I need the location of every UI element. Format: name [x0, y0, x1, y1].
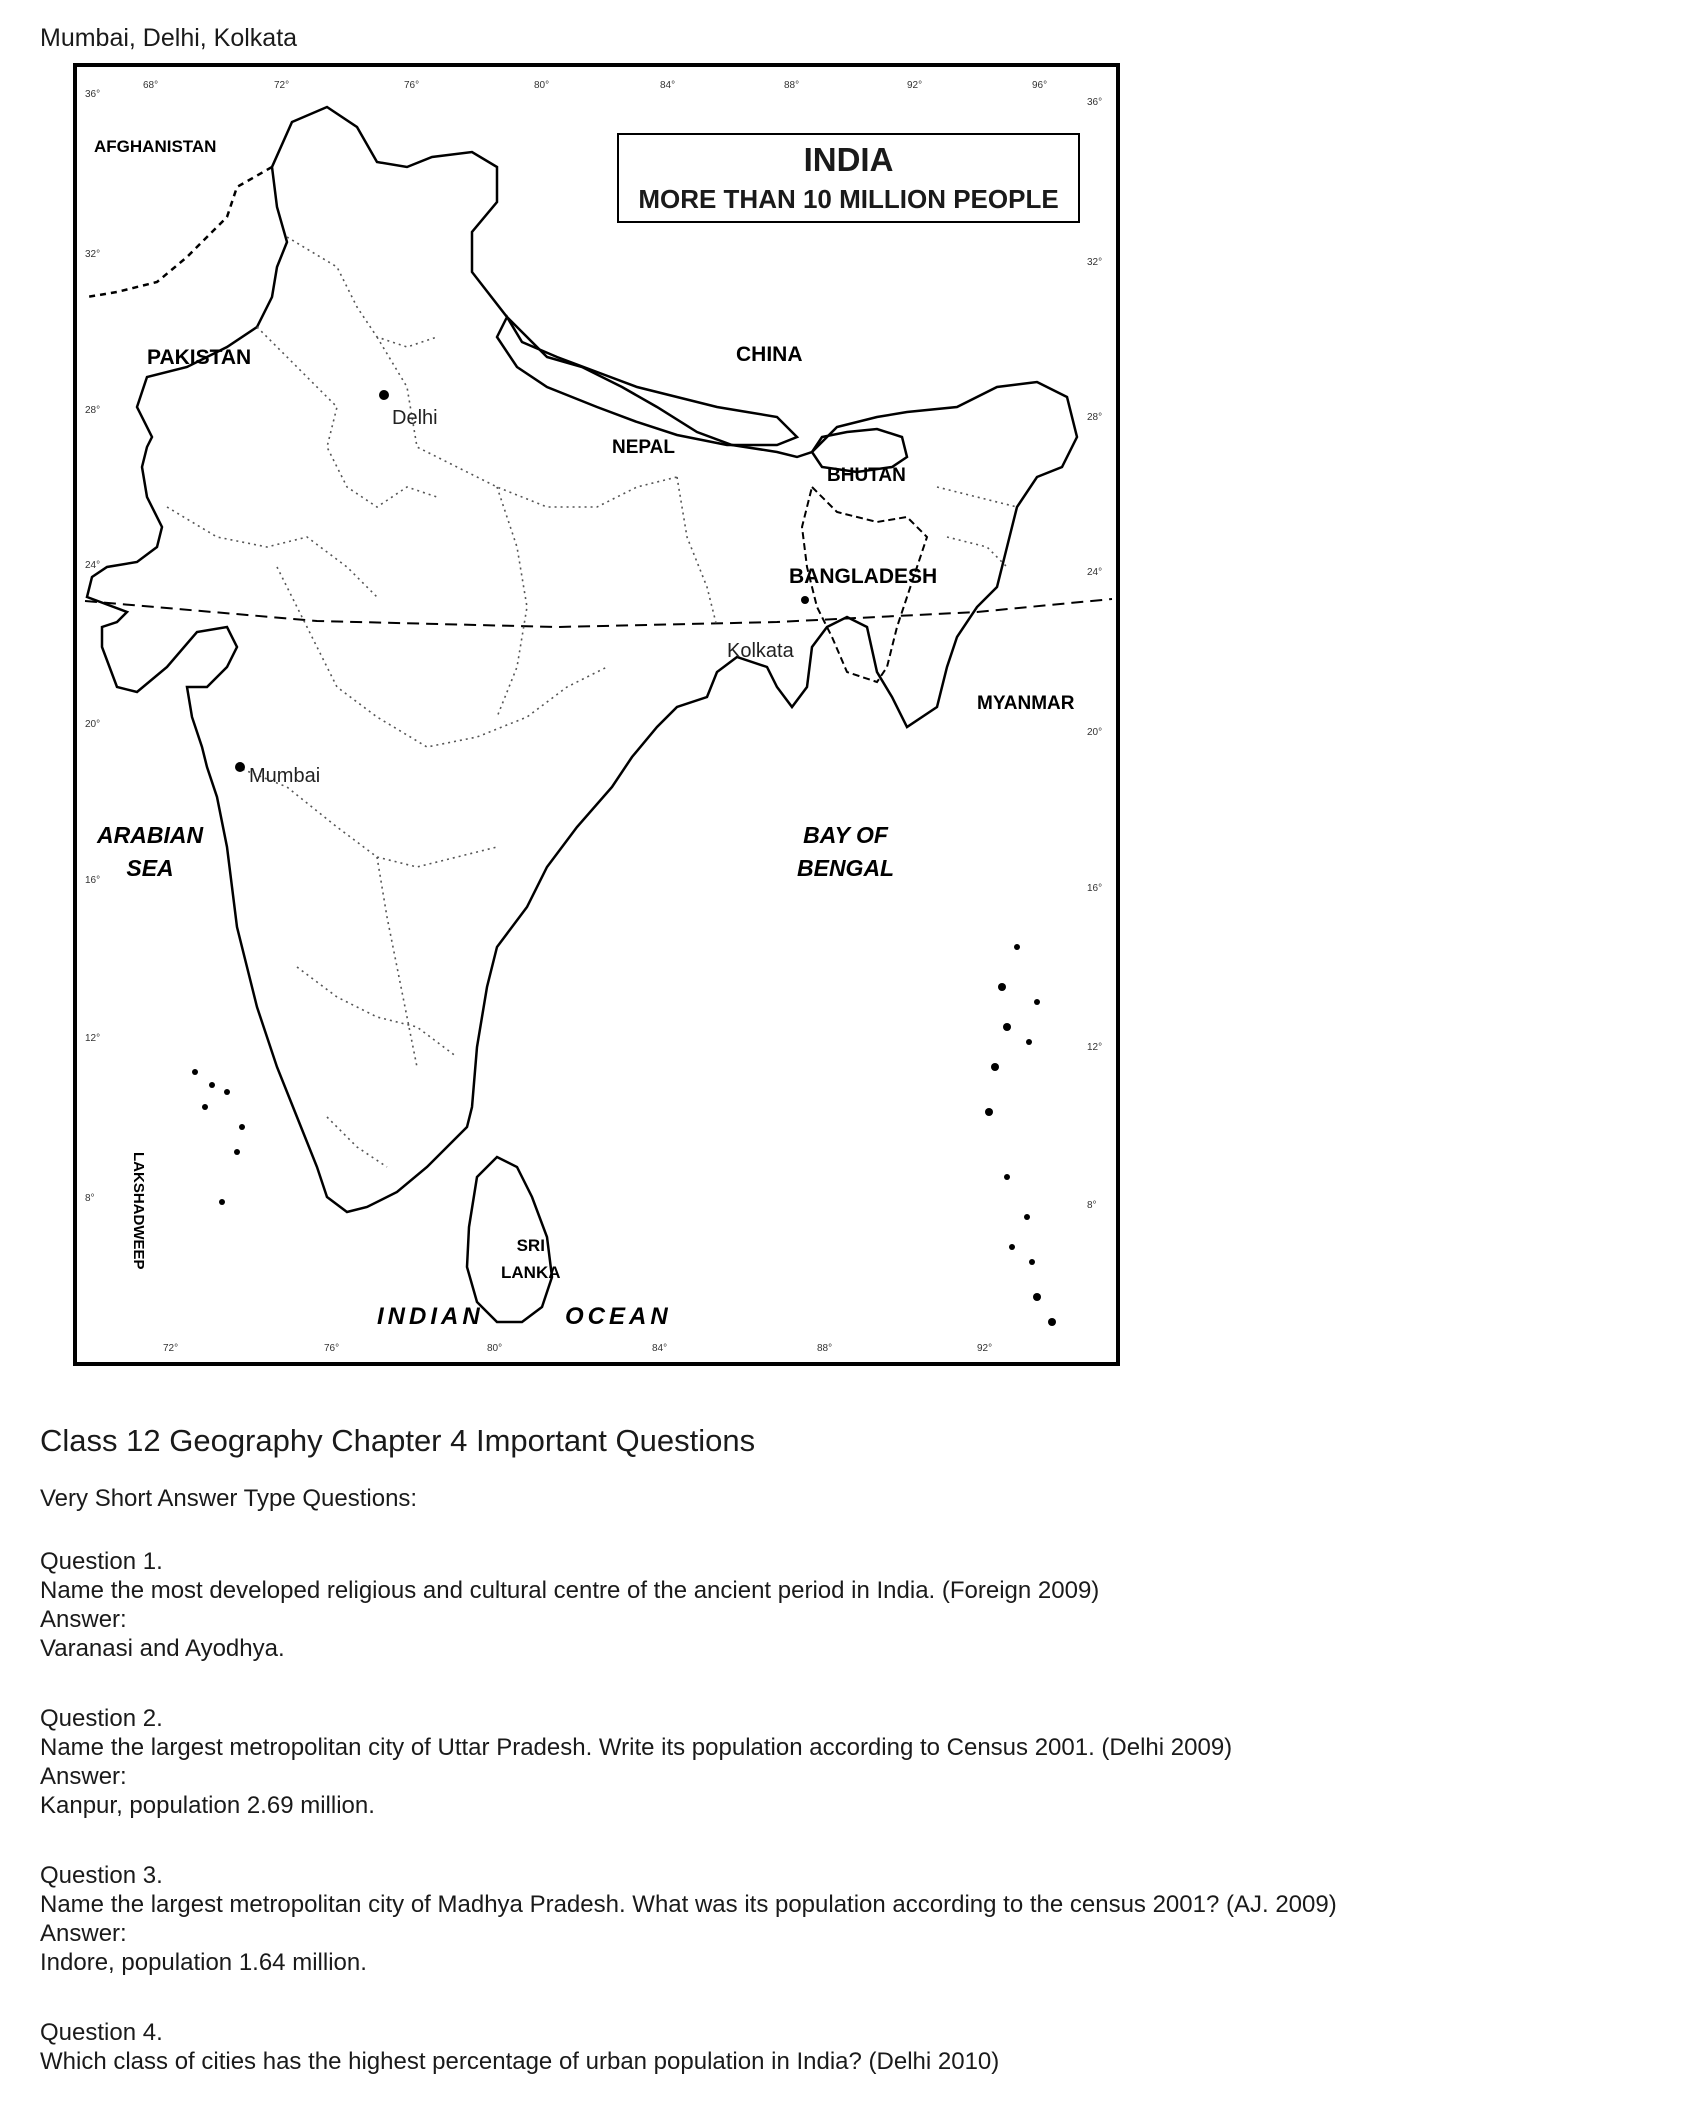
tick-top-4: 84° [660, 80, 676, 91]
question-block-1 [40, 1547, 1660, 1663]
answer-text: Varanasi and Ayodhya. [40, 1635, 285, 1662]
tick-right-6: 12° [1087, 1042, 1103, 1053]
tick-right-4: 20° [1087, 727, 1103, 738]
tick-left-2: 28° [85, 405, 101, 416]
label-kolkata: Kolkata [727, 640, 794, 662]
mumbai-marker [235, 762, 245, 772]
label-mumbai: Mumbai [249, 765, 321, 787]
label-arabian: ARABIAN [97, 822, 204, 848]
tick-top-0: 68° [143, 80, 159, 91]
label-bay-of-bengal [797, 819, 894, 885]
tick-left-3: 24° [85, 560, 101, 571]
question-text: Name the largest metropolitan city of Uttar Pradesh. Write its population according to Census 2001. (Delhi 2009) [40, 1734, 1233, 1761]
question-block-2 [40, 1704, 1660, 1820]
tick-top-2: 76° [404, 80, 420, 91]
tick-left-1: 32° [85, 249, 101, 260]
tick-right-5: 16° [1087, 883, 1103, 894]
answer-label: Answer: [40, 1920, 127, 1947]
tick-bottom-3: 84° [652, 1343, 668, 1354]
state-boundaries [167, 237, 1017, 1167]
label-sea: SEA [126, 855, 174, 881]
answer-text: Kanpur, population 2.69 million. [40, 1792, 375, 1819]
question-number: Question 3. [40, 1862, 163, 1889]
label-nepal: NEPAL [612, 437, 675, 458]
answer-text: Indore, population 1.64 million. [40, 1949, 367, 1976]
india-map [73, 63, 1120, 1366]
label-bhutan: BHUTAN [827, 465, 906, 486]
label-bangladesh: BANGLADESH [789, 565, 938, 588]
pakistan-border [87, 167, 272, 297]
label-bay-of: BAY OF [803, 822, 888, 848]
question-text: Name the most developed religious and cultural centre of the ancient period in India. (Foreign 2009) [40, 1577, 1100, 1604]
question-text: Name the largest metropolitan city of Madhya Pradesh. What was its population according to the census 2001? (AJ. 2009) [40, 1891, 1337, 1918]
question-block-4 [40, 2018, 1660, 2076]
label-lanka: LANKA [501, 1263, 561, 1282]
label-delhi: Delhi [392, 407, 438, 429]
map-drawing [77, 67, 1116, 1362]
question-number: Question 2. [40, 1705, 163, 1732]
tick-top-5: 88° [784, 80, 800, 91]
tick-top-7: 96° [1032, 80, 1048, 91]
tick-top-1: 72° [274, 80, 290, 91]
label-bengal: BENGAL [797, 855, 895, 881]
tick-bottom-2: 80° [487, 1343, 503, 1354]
india-outline [87, 107, 1077, 1212]
tick-bottom-1: 76° [324, 1343, 340, 1354]
label-lakshadweep: LAKSHADWEEP [130, 1152, 147, 1270]
label-ocean: OCEAN [565, 1303, 672, 1330]
tick-bottom-0: 72° [163, 1343, 179, 1354]
tick-right-7: 8° [1087, 1200, 1097, 1211]
tick-top-6: 92° [907, 80, 923, 91]
label-indian: INDIAN [377, 1303, 484, 1330]
question-block-3 [40, 1861, 1660, 1977]
question-number: Question 4. [40, 2019, 163, 2046]
nepal-border [497, 317, 797, 445]
tick-bottom-5: 92° [977, 1343, 993, 1354]
question-text: Which class of cities has the highest percentage of urban population in India? (Delhi 2010) [40, 2048, 1000, 2075]
map-subtitle: MORE THAN 10 MILLION PEOPLE [638, 184, 1059, 214]
chapter-title: Class 12 Geography Chapter 4 Important Questions [40, 1423, 756, 1458]
tick-top-3: 80° [534, 80, 550, 91]
island-dots [192, 944, 1056, 1326]
section-heading: Very Short Answer Type Questions: [40, 1485, 418, 1512]
label-china: CHINA [736, 343, 803, 366]
label-arabian-sea [97, 819, 203, 885]
tick-right-2: 28° [1087, 412, 1103, 423]
question-number: Question 1. [40, 1548, 163, 1575]
label-pakistan: PAKISTAN [147, 346, 252, 369]
answer-label: Answer: [40, 1606, 127, 1633]
label-sri-lanka [501, 1232, 561, 1286]
delhi-marker [379, 390, 389, 400]
label-sri: SRI [516, 1236, 545, 1255]
label-afghanistan: AFGHANISTAN [94, 137, 217, 156]
tick-right-3: 24° [1087, 567, 1103, 578]
kolkata-marker [801, 596, 809, 604]
tick-right-1: 32° [1087, 257, 1103, 268]
map-title: INDIA [803, 141, 894, 178]
map-title-box [617, 133, 1080, 223]
tick-left-0: 36° [85, 89, 101, 100]
answer-label: Answer: [40, 1763, 127, 1790]
tick-right-0: 36° [1087, 97, 1103, 108]
tick-left-7: 8° [85, 1193, 95, 1204]
questions-section [40, 1422, 1660, 2117]
tropic-of-cancer-line [85, 599, 1112, 627]
page-heading: Mumbai, Delhi, Kolkata [40, 24, 298, 52]
tick-left-5: 16° [85, 875, 101, 886]
tick-bottom-4: 88° [817, 1343, 833, 1354]
tick-left-6: 12° [85, 1033, 101, 1044]
label-myanmar: MYANMAR [977, 693, 1075, 714]
tick-left-4: 20° [85, 719, 101, 730]
